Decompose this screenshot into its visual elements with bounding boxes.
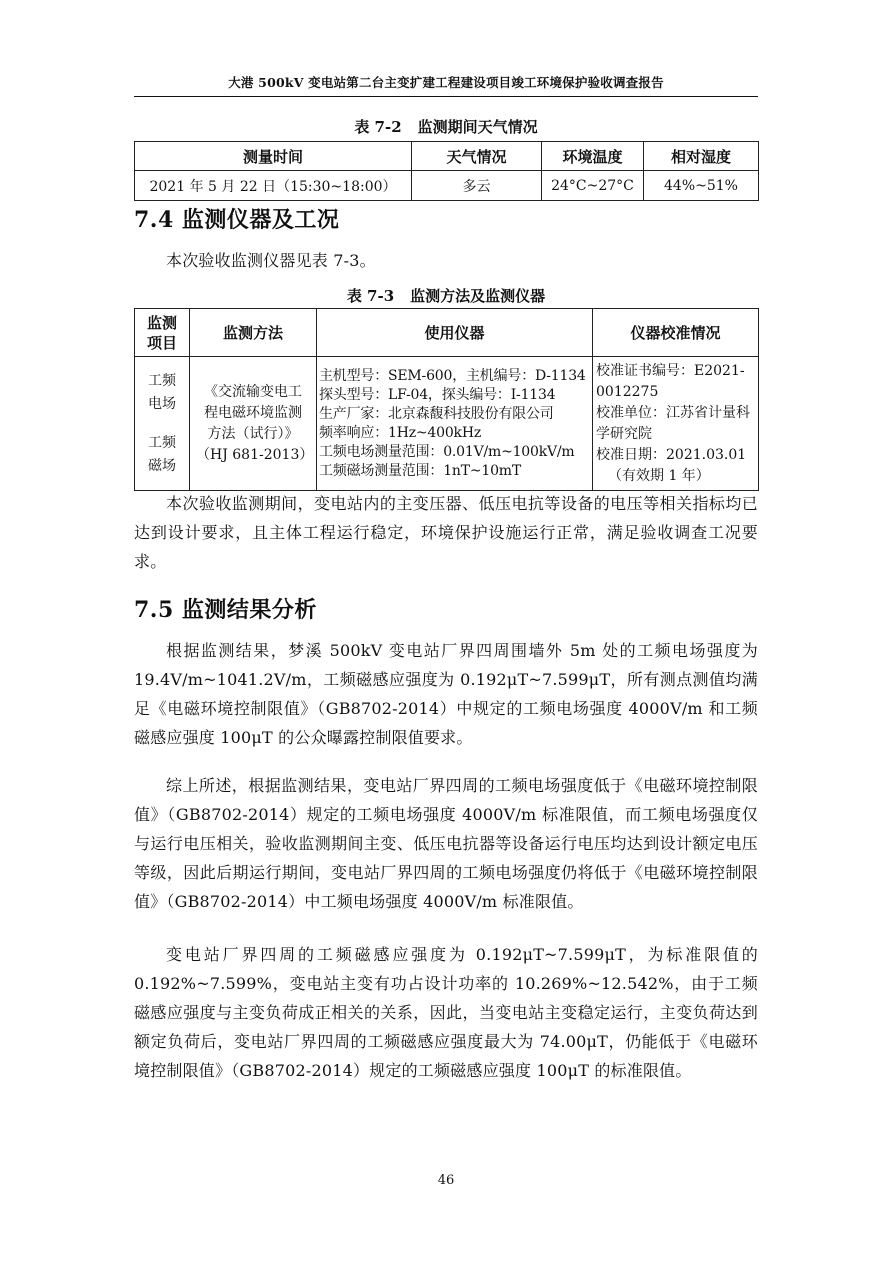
instrument-line: 主机型号：SEM-600，主机编号：D-1134	[319, 367, 586, 384]
column-header-item-line2: 项目	[146, 333, 177, 352]
item-electric-line1: 工频	[148, 372, 176, 389]
calibration-date: 校准日期：2021.03.01	[596, 446, 747, 463]
calibration-cert: 校准证书编号：E2021-0012275	[596, 362, 745, 400]
calibration-unit: 校准单位：江苏省计量科学研究院	[596, 404, 750, 442]
table-header-row	[135, 309, 759, 357]
paragraph-operating-conditions: 本次验收监测期间，变电站内的主变压器、低压电抗等设备的电压等相关指标均已达到设计要求，且主体工程运行稳定，环境保护设施运行正常，满足验收调查工况要求。	[134, 494, 758, 571]
cell-humidity: 44%~51%	[644, 171, 759, 201]
table-7-3-title: 监测方法及监测仪器	[410, 287, 546, 305]
item-magnetic-line2: 磁场	[148, 457, 176, 474]
cell-temperature: 24°C~27°C	[542, 171, 644, 201]
cell-instrument	[317, 357, 593, 491]
instrument-line: 探头型号：LF-04，探头编号：I-1134	[319, 386, 556, 403]
method-line4: （HJ 681-2013）	[196, 446, 314, 463]
instrument-line: 生产厂家：北京森馥科技股份有限公司	[319, 405, 554, 422]
table-7-2-caption	[134, 116, 758, 137]
column-header-instrument: 使用仪器	[317, 309, 593, 357]
paragraph-results-1: 根据监测结果，梦溪 500kV 变电站厂界四周围墙外 5m 处的工频电场强度为 19.4V/m~1041.2V/m，工频磁感应强度为 0.192μT~7.599μT，所有测点测值均满足《电磁环境控制限值》（GB8702-2014）中规定的工频电场强度 4000V/m 和工频磁感应强度 100μT 的公众曝露控制限值要求。	[134, 641, 758, 747]
column-header-humidity: 相对湿度	[644, 142, 759, 171]
method-line1: 《交流输变电工	[204, 383, 302, 400]
header-rule	[134, 96, 758, 97]
cell-method	[190, 357, 317, 491]
running-header: 大港 500kV 变电站第二台主变扩建工程建设项目竣工环境保护验收调查报告	[228, 75, 664, 90]
column-header-item-line1: 监测	[146, 313, 177, 332]
page-number: 46	[437, 1173, 455, 1188]
column-header-time: 测量时间	[135, 142, 412, 171]
cell-weather: 多云	[412, 171, 542, 201]
section-heading-7-5: 7.5 监测结果分析	[134, 597, 317, 623]
section-7-4-intro: 本次验收监测仪器见表 7-3。	[166, 251, 376, 270]
table-7-3-number: 表 7-3	[346, 287, 395, 305]
column-header-weather: 天气情况	[412, 142, 542, 171]
instrument-line: 频率响应：1Hz~400kHz	[319, 424, 482, 441]
section-heading-7-4: 7.4 监测仪器及工况	[134, 207, 340, 233]
item-magnetic-line1: 工频	[148, 434, 176, 451]
table-row	[135, 357, 759, 491]
table-7-2-number: 表 7-2	[354, 118, 402, 136]
instrument-line: 工频磁场测量范围：1nT~10mT	[319, 462, 522, 479]
column-header-method: 监测方法	[190, 309, 317, 357]
instrument-line: 工频电场测量范围：0.01V/m~100kV/m	[319, 443, 575, 460]
table-row	[135, 171, 759, 201]
column-header-calibration: 仪器校准情况	[593, 309, 759, 357]
cell-monitoring-items	[135, 357, 190, 491]
method-line2: 程电磁环境监测	[204, 404, 302, 421]
method-line3: 方法（试行）》	[207, 425, 299, 442]
weather-table	[134, 141, 759, 201]
table-header-row	[135, 142, 759, 171]
column-header-item	[135, 309, 190, 357]
item-electric-line2: 电场	[148, 395, 176, 412]
instrument-table	[134, 308, 759, 491]
calibration-validity: （有效期 1 年）	[608, 467, 710, 484]
cell-time: 2021 年 5 月 22 日（15:30~18:00）	[135, 171, 412, 201]
cell-calibration	[593, 357, 759, 491]
paragraph-results-3: 变电站厂界四周的工频磁感应强度为 0.192μT~7.599μT，为标准限值的 0.192%~7.599%，变电站主变有功占设计功率的 10.269%~12.542%，由于工频磁感应强度与主变负荷成正相关的关系，因此，当变电站主变稳定运行，主变负荷达到额定负荷后，变电站厂界四周的工频磁感应强度最大为 74.00μT，仍能低于《电磁环境控制限值》（GB8702-2014）规定的工频磁感应强度 100μT 的标准限值。	[134, 945, 758, 1080]
table-7-3-caption	[134, 285, 758, 306]
paragraph-results-2: 综上所述，根据监测结果，变电站厂界四周的工频电场强度低于《电磁环境控制限值》（GB8702-2014）规定的工频电场强度 4000V/m 标准限值，而工频电场强度仅与运行电压相关，验收监测期间主变、低压电抗器等设备运行电压均达到设计额定电压等级，因此后期运行期间，变电站厂界四周的工频电场强度仍将低于《电磁环境控制限值》（GB8702-2014）中工频电场强度 4000V/m 标准限值。	[134, 776, 758, 911]
table-7-2-title: 监测期间天气情况	[417, 118, 538, 136]
column-header-temperature: 环境温度	[542, 142, 644, 171]
